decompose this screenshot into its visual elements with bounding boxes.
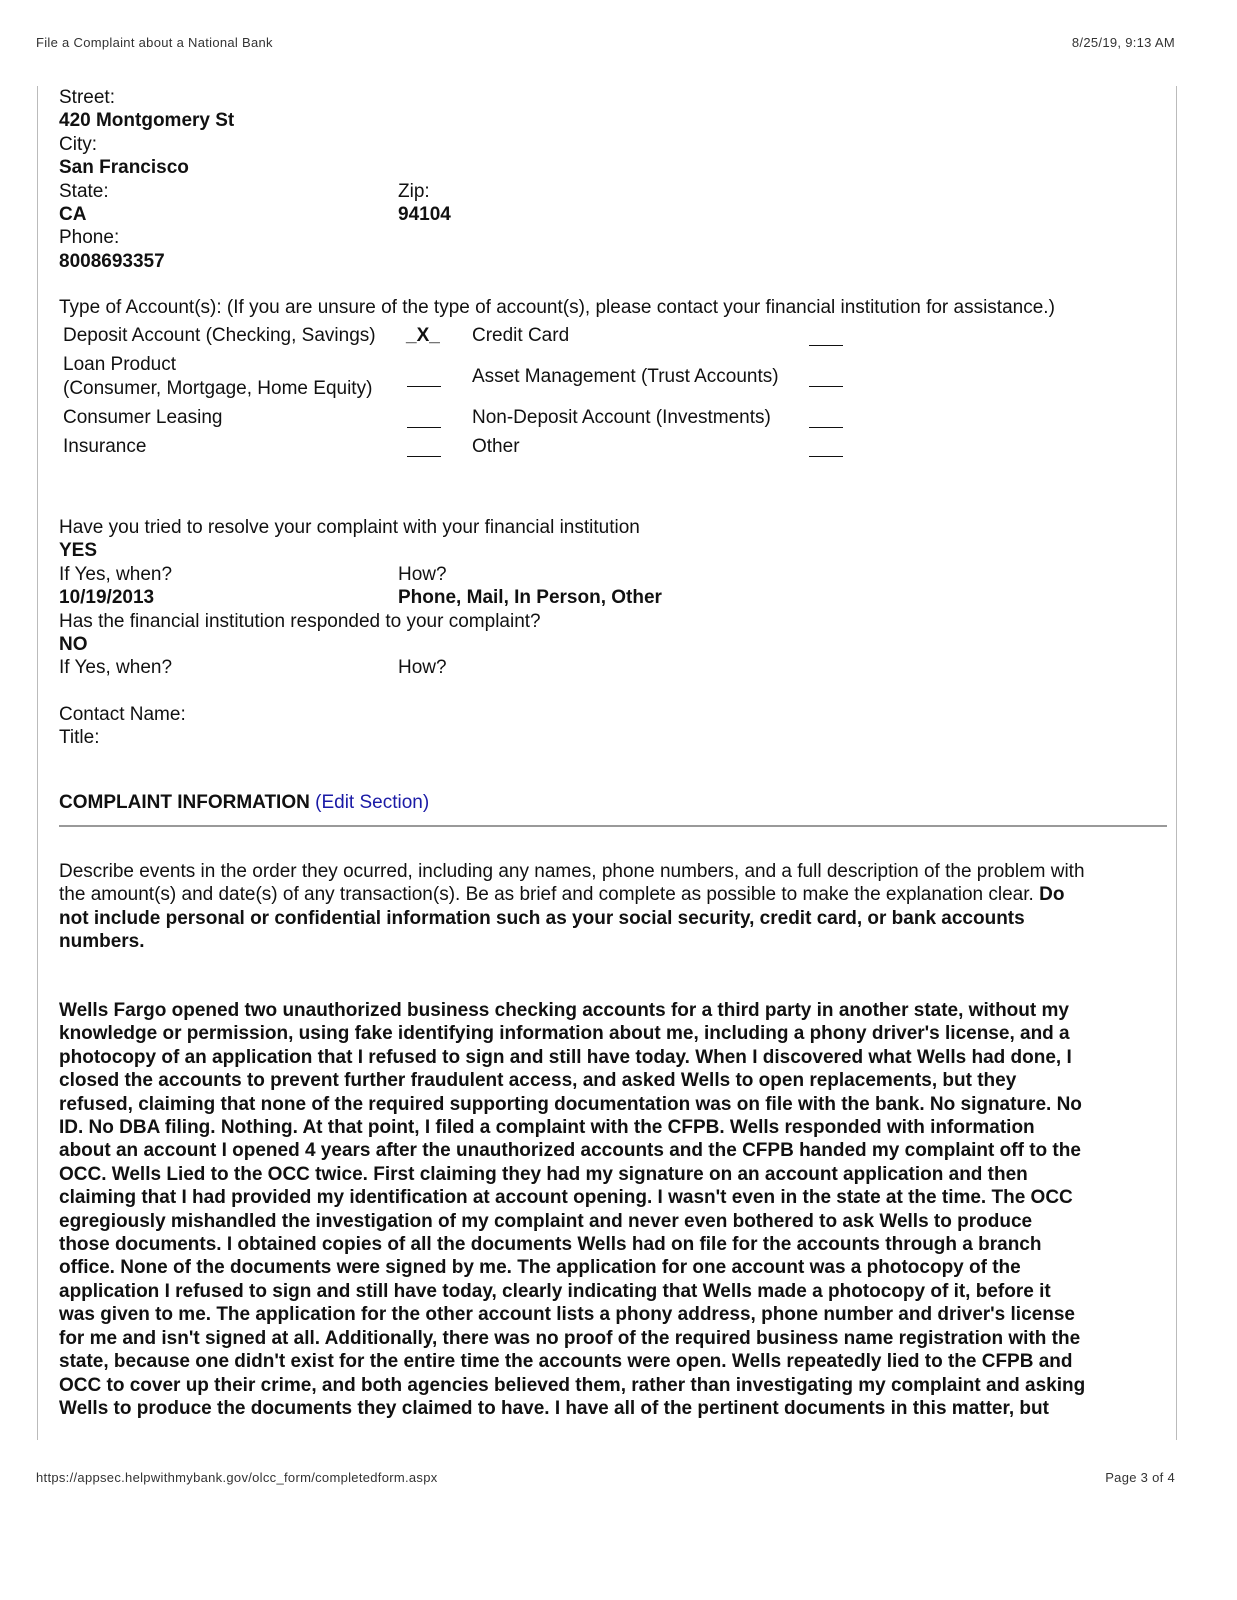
- loan-product-blank: [407, 386, 441, 387]
- contact-name-label: Contact Name:: [59, 703, 186, 725]
- narrative-line: closed the accounts to prevent further fraudulent access, and asked Wells to open replacements, but they: [59, 1070, 1017, 1092]
- other-blank: [809, 456, 843, 457]
- address-section: [59, 86, 451, 273]
- other-label: Other: [472, 436, 520, 457]
- instruction-line: [59, 930, 1085, 953]
- section-title: COMPLAINT INFORMATION: [59, 792, 310, 813]
- complaint-narrative: [59, 999, 1085, 1420]
- narrative-line: for me and isn't signed at all. Additionally, there was no proof of the required business name registration with the: [59, 1327, 1081, 1349]
- print-footer-url: https://appsec.helpwithmybank.gov/olcc_form/completedform.aspx: [36, 1470, 438, 1485]
- deposit-account-label: Deposit Account (Checking, Savings): [63, 325, 376, 346]
- asset-management-label: Asset Management (Trust Accounts): [472, 366, 779, 387]
- instruction-line: [59, 860, 1085, 883]
- non-deposit-blank: [809, 427, 843, 428]
- narrative-line: photocopy of an application that I refused to sign and still have today. When I discovered what Wells had done, I: [59, 1046, 1072, 1068]
- street-value: 420 Montgomery St: [59, 110, 235, 132]
- credit-card-label: Credit Card: [472, 325, 570, 346]
- insurance-label: Insurance: [63, 436, 147, 457]
- print-header-datetime: 8/25/19, 9:13 AM: [1071, 35, 1175, 50]
- responded-how-label: How?: [398, 657, 447, 679]
- print-footer-page: Page 3 of 4: [1105, 1470, 1175, 1485]
- resolve-when-label: If Yes, when?: [59, 563, 173, 585]
- deposit-account-mark: _X_: [406, 325, 440, 346]
- city-label: City:: [59, 133, 97, 155]
- complaint-heading: [59, 791, 429, 814]
- zip-value: 94104: [398, 204, 451, 226]
- city-value: San Francisco: [59, 157, 189, 179]
- section-divider: [59, 825, 1167, 827]
- responded-answer: NO: [59, 634, 88, 656]
- consumer-leasing-label: Consumer Leasing: [63, 407, 223, 428]
- instruction-bold: Do: [1039, 884, 1065, 906]
- account-type-intro: Type of Account(s): (If you are unsure of the type of account(s), please contact your financial institution for assistance.): [59, 297, 1055, 318]
- instruction-text: Describe events in the order they ocurred, including any names, phone numbers, and a full description of the problem with: [59, 861, 1085, 882]
- edit-section-link[interactable]: (Edit Section): [315, 792, 430, 813]
- instruction-bold: not include personal or confidential information such as your social security, credit card, or bank accounts: [59, 907, 1025, 929]
- narrative-line: egregiously mishandled the investigation of my complaint and never even bothered to ask Wells to produce: [59, 1210, 1033, 1232]
- narrative-line: refused, claiming that none of the required supporting documentation was on file with the bank. No signature. No: [59, 1093, 1082, 1115]
- asset-management-blank: [809, 386, 843, 387]
- narrative-line: Wells Fargo opened two unauthorized business checking accounts for a third party in another state, without my: [59, 1000, 1069, 1021]
- narrative-line: OCC to cover up their crime, and both agencies believed them, rather than investigating my complaint and asking: [59, 1374, 1086, 1396]
- print-header-title: File a Complaint about a National Bank: [36, 35, 273, 50]
- complaint-instructions: [59, 860, 1085, 954]
- phone-value: 8008693357: [59, 250, 165, 272]
- resolve-question: Have you tried to resolve your complaint with your financial institution: [59, 517, 640, 538]
- credit-card-blank: [809, 345, 843, 346]
- non-deposit-label: Non-Deposit Account (Investments): [472, 407, 771, 428]
- instruction-bold: numbers.: [59, 931, 145, 953]
- narrative-line: those documents. I obtained copies of all the documents Wells had on file for the accounts through a branch: [59, 1234, 1042, 1256]
- narrative-line: OCC. Wells Lied to the OCC twice. First claiming they had my signature on an account application and then: [59, 1163, 1028, 1185]
- narrative-line: application I refused to sign and still have today, clearly indicating that Wells made a photocopy of it, before it: [59, 1280, 1051, 1302]
- narrative-line: knowledge or permission, using fake identifying information about me, including a phony driver's license, and a: [59, 1023, 1070, 1045]
- loan-product-label: Loan Product: [63, 354, 177, 375]
- phone-label: Phone:: [59, 227, 120, 249]
- resolve-how-label: How?: [398, 563, 447, 585]
- responded-when-label: If Yes, when?: [59, 657, 173, 679]
- narrative-line: claiming that I had provided my identification at account opening. I wasn't even in the state at the time. The OCC: [59, 1187, 1073, 1209]
- narrative-line: office. None of the documents were signed by me. The application for one account was a photocopy of the: [59, 1257, 1021, 1279]
- narrative-line: ID. No DBA filing. Nothing. At that point, I filed a complaint with the CFPB. Wells responded with information: [59, 1117, 1035, 1139]
- state-label: State:: [59, 180, 109, 202]
- street-label: Street:: [59, 87, 115, 108]
- contact-title-label: Title:: [59, 727, 100, 749]
- instruction-line: [59, 883, 1085, 906]
- responded-question: Has the financial institution responded to your complaint?: [59, 610, 541, 632]
- consumer-leasing-blank: [407, 427, 441, 428]
- zip-label: Zip:: [398, 180, 430, 202]
- resolve-how-value: Phone, Mail, In Person, Other: [398, 587, 662, 609]
- narrative-line: about an account I opened 4 years after the unauthorized accounts and the CFPB handed my complaint off to the: [59, 1140, 1081, 1162]
- state-value: CA: [59, 204, 87, 226]
- instruction-text: the amount(s) and date(s) of any transaction(s). Be as brief and complete as possible to make the explanation clear.: [59, 884, 1040, 906]
- narrative-line: was given to me. The application for the other account lists a phony address, phone number and driver's license: [59, 1304, 1075, 1326]
- insurance-blank: [407, 456, 441, 457]
- resolve-when-value: 10/19/2013: [59, 587, 155, 609]
- narrative-line: state, because one didn't exist for the entire time the accounts were open. Wells repeatedly lied to the CFPB and: [59, 1351, 1073, 1373]
- loan-product-sublabel: (Consumer, Mortgage, Home Equity): [63, 378, 373, 399]
- instruction-line: [59, 907, 1085, 930]
- resolution-section: [59, 516, 1159, 750]
- resolve-answer: YES: [59, 540, 98, 562]
- narrative-line: Wells to produce the documents they claimed to have. I have all of the pertinent documents in this matter, but: [59, 1397, 1049, 1419]
